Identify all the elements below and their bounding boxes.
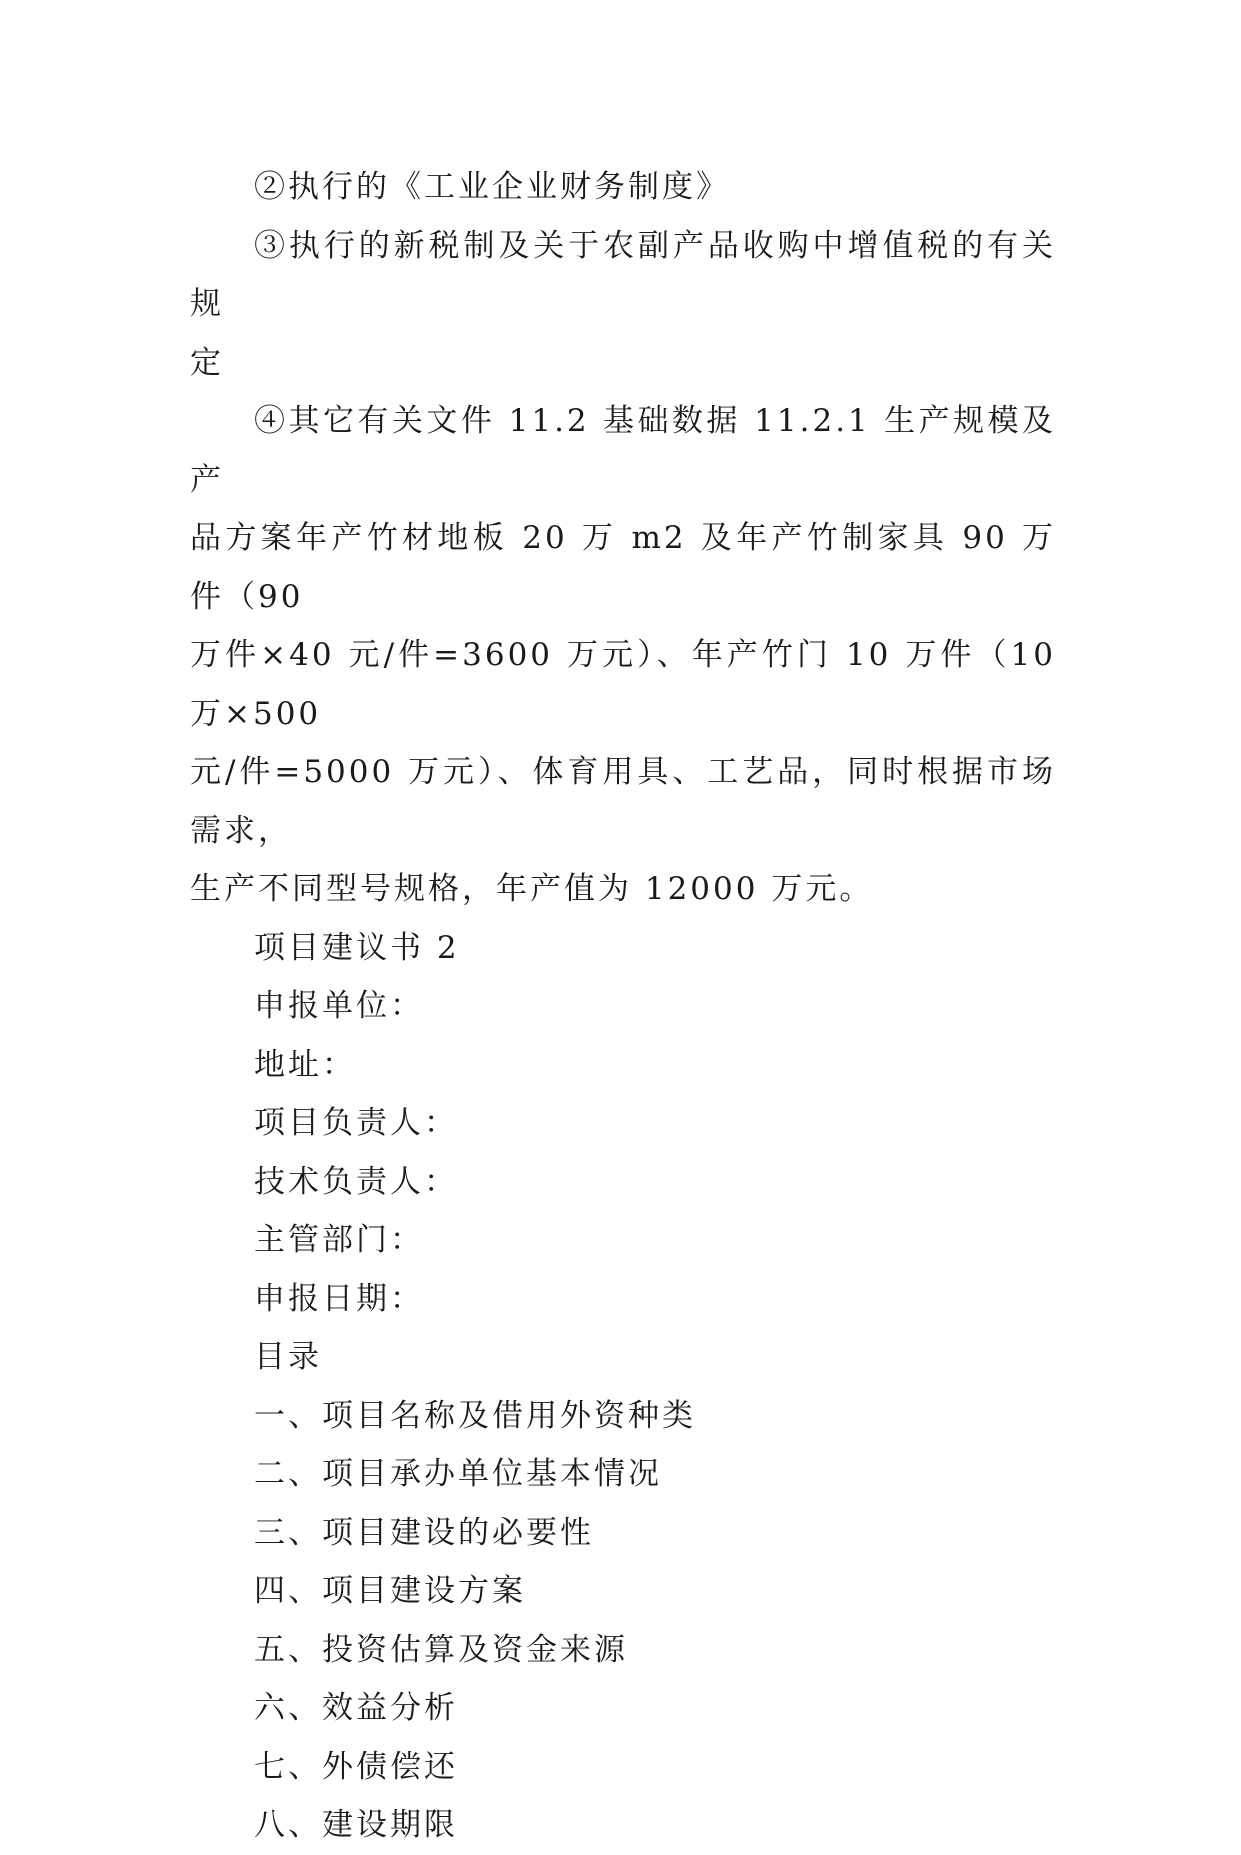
text-line: 生产不同型号规格，年产值为 12000 万元。 (190, 871, 874, 907)
field-project-leader (190, 1094, 1056, 1153)
toc-heading (190, 1328, 1056, 1387)
text-line: 二、项目承办单位基本情况 (254, 1456, 662, 1492)
toc-item (190, 1387, 1056, 1446)
text-line: 三、项目建设的必要性 (254, 1514, 594, 1551)
field-supervising-department (190, 1211, 1056, 1270)
text-line: 项目建议书 2 (254, 929, 460, 966)
text-line: 七、外债偿还 (254, 1748, 458, 1785)
text-line: 项目负责人： (254, 1105, 458, 1141)
field-application-date (190, 1270, 1056, 1329)
text-line: ④其它有关文件 11.2 基础数据 11.2.1 生产规模及产 (190, 403, 1056, 498)
text-line: 目录 (254, 1339, 322, 1375)
paragraph-basic-data (190, 392, 1056, 919)
toc-item (190, 1621, 1056, 1680)
text-line: 元/件=5000 万元）、体育用具、工艺品，同时根据市场需求， (190, 754, 1056, 849)
text-line: 六、效益分析 (254, 1690, 458, 1726)
text-line: ③执行的新税制及关于农副产品收购中增值税的有关规 (190, 227, 1056, 322)
text-line: 地址： (254, 1046, 356, 1083)
text-line: 品方案年产竹材地板 20 万 m2 及年产竹制家具 90 万件（90 (190, 520, 1056, 615)
text-line: 一、项目名称及借用外资种类 (254, 1397, 696, 1434)
text-line: ②执行的《工业企业财务制度》 (254, 169, 730, 205)
text-line: 四、项目建设方案 (254, 1573, 526, 1609)
text-line: 技术负责人： (254, 1163, 458, 1200)
text-line: 五、投资估算及资金来源 (254, 1631, 628, 1668)
toc-item (190, 1504, 1056, 1563)
text-line: 万件×40 元/件=3600 万元）、年产竹门 10 万件（10 万×500 (190, 637, 1056, 732)
text-line: 主管部门： (254, 1222, 424, 1258)
field-address (190, 1036, 1056, 1095)
toc-item (190, 1796, 1056, 1855)
paragraph-finance-system (190, 158, 1056, 217)
toc-item (190, 1679, 1056, 1738)
field-technical-leader (190, 1153, 1056, 1212)
field-applicant-unit (190, 977, 1056, 1036)
text-line: 申报单位： (254, 988, 424, 1024)
toc-item (190, 1562, 1056, 1621)
text-line: 八、建设期限 (254, 1807, 458, 1843)
paragraph-tax-system (190, 217, 1056, 393)
heading-proposal (190, 919, 1056, 978)
toc-item (190, 1738, 1056, 1797)
document-body (190, 158, 1056, 1855)
text-line: 定 (190, 344, 224, 381)
text-line: 申报日期： (254, 1280, 424, 1317)
toc-item (190, 1445, 1056, 1504)
